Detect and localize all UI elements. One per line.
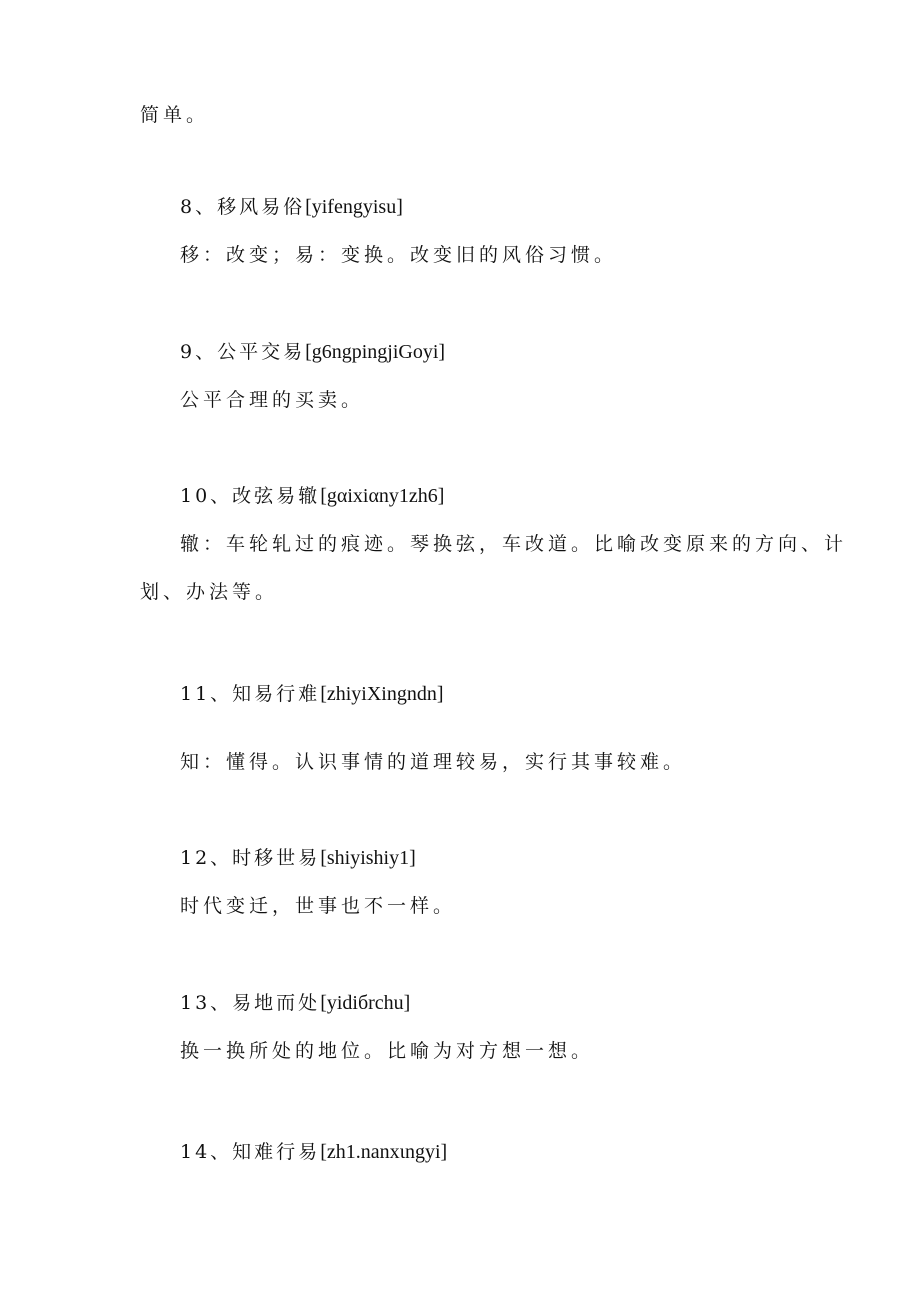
entry-14-pinyin: [zh1.nanxιngyi] (320, 1141, 448, 1163)
entry-8-pinyin: [yifengyisu] (305, 196, 403, 218)
entry-10-pinyin: [gαixiαny1zh6] (320, 485, 445, 507)
entry-9-definition: 公平合理的买卖。 (180, 389, 365, 411)
entry-12-definition: 时代变迁，世事也不一样。 (180, 895, 457, 917)
entry-11-heading (180, 681, 444, 707)
entry-12-pinyin: [shiyishiy1] (320, 847, 416, 869)
entry-13-heading (180, 990, 410, 1016)
entry-8-heading (180, 194, 403, 220)
entry-14-title: 14、知难行易 (180, 1141, 321, 1163)
entry-10-heading (180, 483, 444, 509)
entry-13-title: 13、易地而处 (180, 992, 321, 1014)
entry-10-definition-line-2: 划、办法等。 (140, 581, 279, 603)
entry-13-pinyin: [yidiбrchu] (320, 992, 411, 1014)
entry-9-pinyin: [g6ngpingjiGoyi] (305, 341, 446, 363)
entry-12-title: 12、时移世易 (180, 847, 321, 869)
entry-12-heading (180, 845, 416, 871)
entry-9-title: 9、公平交易 (180, 341, 306, 363)
entry-11-title: 11、知易行难 (180, 683, 321, 705)
entry-13-definition: 换一换所处的地位。比喻为对方想一想。 (180, 1040, 595, 1062)
entry-11-definition: 知：懂得。认识事情的道理较易，实行其事较难。 (180, 751, 687, 773)
entry-10-definition-line-1: 辙：车轮轧过的痕迹。琴换弦，车改道。比喻改变原来的方向、计 (180, 533, 848, 555)
continuation-line: 简单。 (140, 104, 210, 126)
entry-8-definition: 移：改变；易：变换。改变旧的风俗习惯。 (180, 244, 618, 266)
entry-9-heading (180, 339, 445, 365)
entry-11-pinyin: [zhiyiXingndn] (320, 683, 444, 705)
entry-10-title: 10、改弦易辙 (180, 485, 321, 507)
entry-8-title: 8、移风易俗 (180, 196, 306, 218)
entry-14-heading (180, 1139, 447, 1165)
